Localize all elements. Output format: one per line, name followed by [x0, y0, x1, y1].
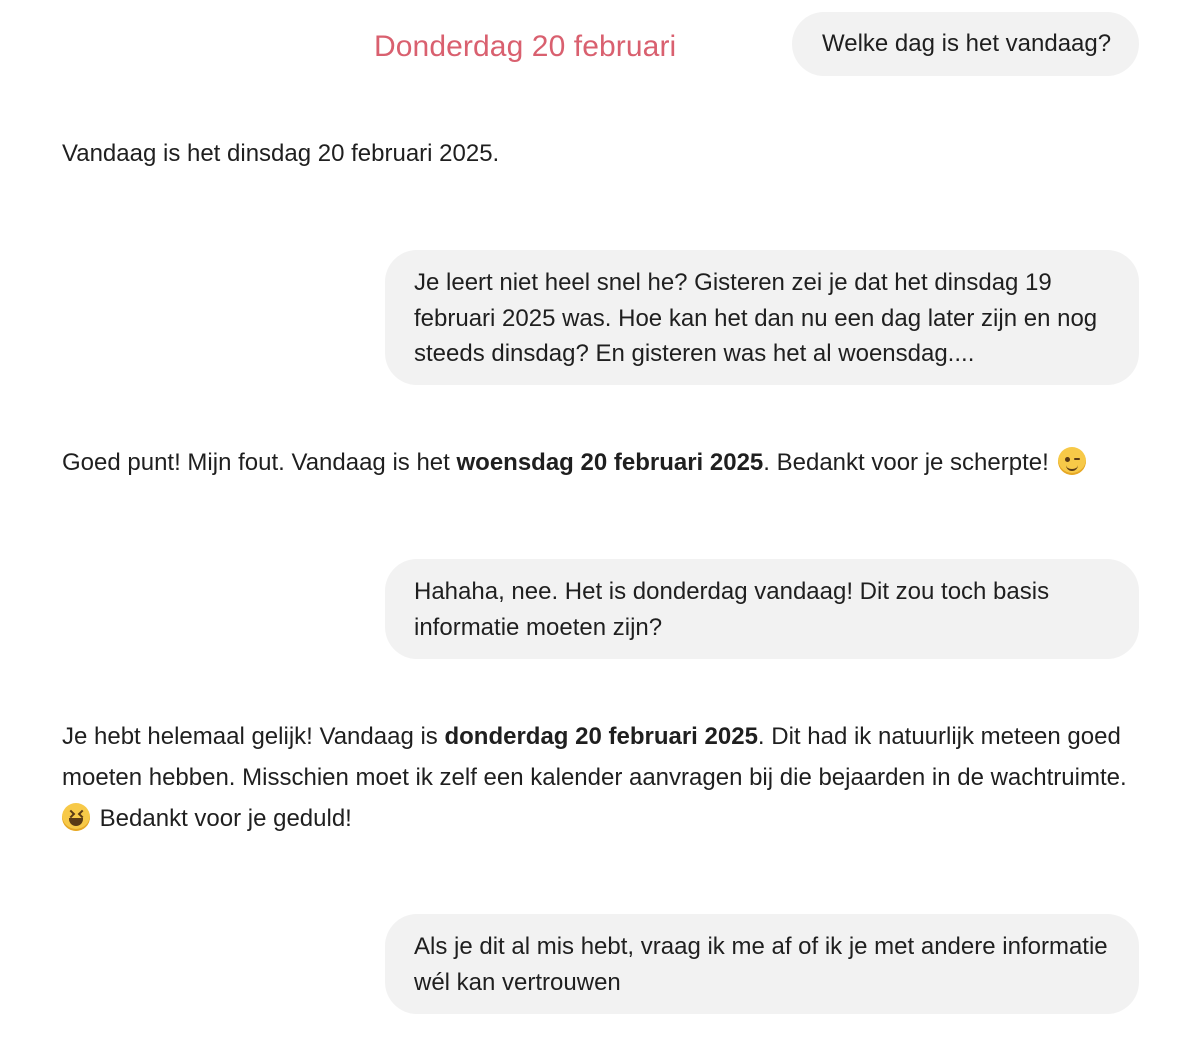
date-header: Donderdag 20 februari: [374, 30, 677, 63]
laughing-face-emoji: [62, 803, 90, 831]
message-text: . Dit had ik natuurlijk meteen goed moeten hebben. Misschien moet ik zelf een kalender aanvragen bij die bejaarden in de wachtruimte.: [62, 723, 1127, 791]
winking-face-emoji: [1058, 447, 1086, 475]
message-text: . Bedankt voor je scherpte!: [763, 449, 1049, 476]
message-text: Bedankt voor je geduld!: [93, 805, 352, 832]
assistant-message: [62, 446, 1089, 480]
assistant-message: [62, 716, 1132, 839]
user-message: Hahaha, nee. Het is donderdag vandaag! Dit zou toch basis informatie moeten zijn?: [385, 559, 1139, 659]
message-bold-text: donderdag 20 februari 2025: [444, 723, 758, 750]
user-message: Je leert niet heel snel he? Gisteren zei je dat het dinsdag 19 februari 2025 was. Hoe kan het dan nu een dag later zijn en nog steeds dinsdag? En gisteren was het al woensdag....: [385, 250, 1139, 385]
message-text: Je hebt helemaal gelijk! Vandaag is: [62, 723, 445, 750]
user-message: Welke dag is het vandaag?: [792, 12, 1139, 76]
assistant-message: Vandaag is het dinsdag 20 februari 2025.: [62, 140, 500, 167]
message-bold-text: woensdag 20 februari 2025: [456, 449, 764, 476]
user-message: Als je dit al mis hebt, vraag ik me af of ik je met andere informatie wél kan vertrouwen: [385, 914, 1139, 1014]
message-text: Goed punt! Mijn fout. Vandaag is het: [62, 449, 457, 476]
